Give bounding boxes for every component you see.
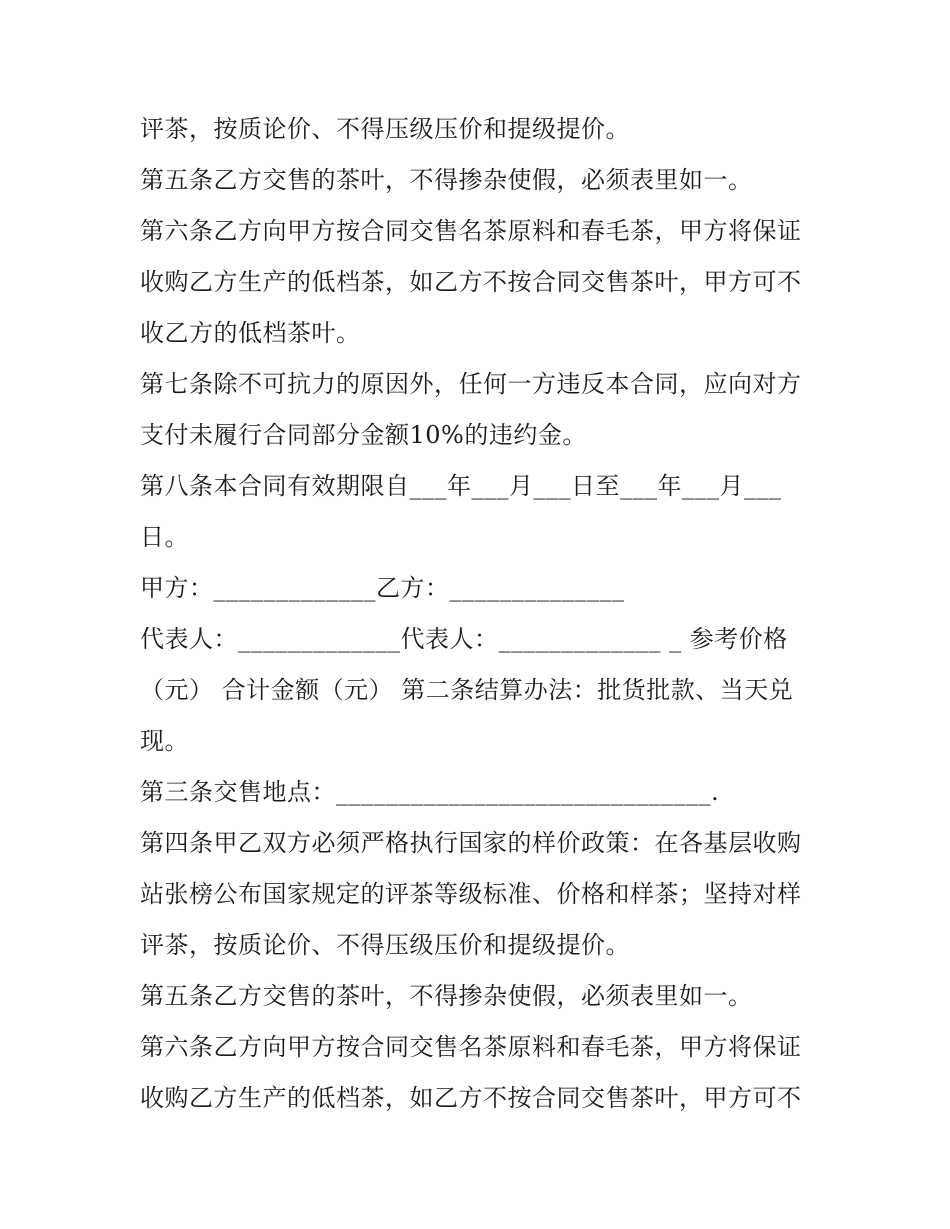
text-line: 第八条本合同有效期限自___年___月___日至___年___月___: [140, 472, 782, 500]
text-line: 第三条交售地点：______________________________.: [140, 778, 720, 806]
text-line: 收乙方的低档茶叶。: [140, 319, 361, 347]
text-line: 站张榜公布国家规定的评茶等级标准、价格和样茶；坚持对样: [140, 880, 802, 908]
text-line: 第五条乙方交售的茶叶，不得掺杂使假，必须表里如一。: [140, 982, 753, 1010]
text-line: 第四条甲乙双方必须严格执行国家的样价政策：在各基层收购: [140, 829, 802, 857]
text-line: 第七条除不可抗力的原因外，任何一方违反本合同，应向对方: [140, 370, 802, 398]
signature-line-parties: 甲方：_____________乙方：______________: [140, 574, 625, 602]
text-line: 现。: [140, 727, 189, 755]
text-line: （元） 合计金额（元） 第二条结算办法：批货批款、当天兑: [140, 676, 794, 704]
text-line: 日。: [140, 523, 189, 551]
text-line: 第六条乙方向甲方按合同交售名茶原料和春毛茶，甲方将保证: [140, 217, 802, 245]
text-line: 第五条乙方交售的茶叶，不得掺杂使假，必须表里如一。: [140, 166, 753, 194]
signature-line-representatives: 代表人：_____________代表人：_____________ _ 参考价格: [140, 625, 788, 653]
text-line: 评茶，按质论价、不得压级压价和提级提价。: [140, 115, 630, 143]
text-line: 收购乙方生产的低档茶，如乙方不按合同交售茶叶，甲方可不: [140, 1084, 802, 1112]
text-line: 支付未履行合同部分金额10%的违约金。: [140, 421, 587, 449]
text-line: 收购乙方生产的低档茶，如乙方不按合同交售茶叶，甲方可不: [140, 268, 802, 296]
text-line: 第六条乙方向甲方按合同交售名茶原料和春毛茶，甲方将保证: [140, 1033, 802, 1061]
text-line: 评茶，按质论价、不得压级压价和提级提价。: [140, 931, 630, 959]
